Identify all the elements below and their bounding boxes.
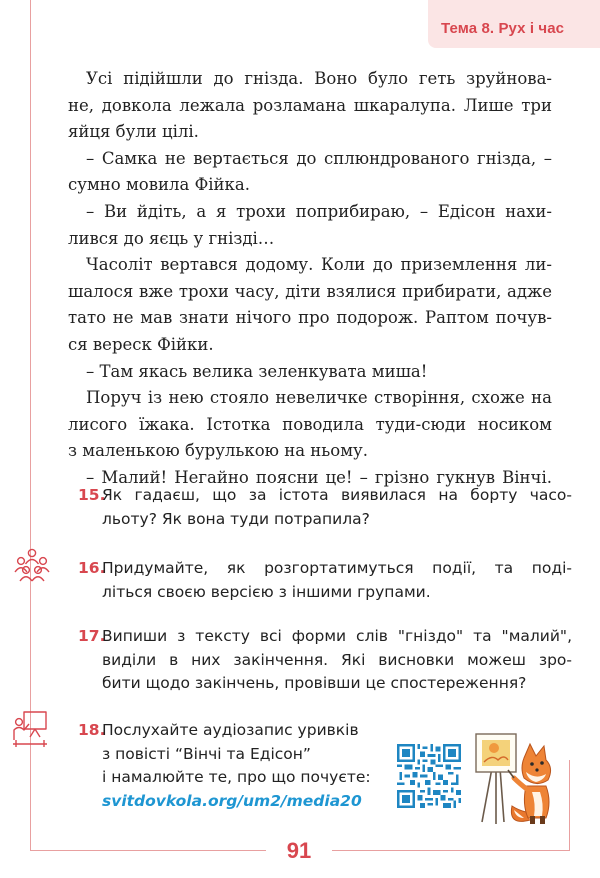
group-work-icon bbox=[13, 548, 51, 582]
task-line: бити щодо закінчень, провівши це спостереження? bbox=[102, 674, 527, 693]
story-line: Поруч із нею стояло невеличке створіння, схоже на bbox=[86, 388, 552, 408]
task-line: Послухайте аудіозапис уривків bbox=[102, 721, 359, 739]
task-number: 17. bbox=[78, 627, 106, 645]
story-line: – Самка не вертається до сплюндрованого гнізда, – bbox=[86, 148, 552, 168]
story-text bbox=[68, 66, 552, 492]
story-line: ся вереск Фійки. bbox=[68, 334, 214, 354]
task-line: з повісті “Вінчі та Едісон” bbox=[102, 744, 311, 763]
story-line: шалося вже трохи часу, діти взялися прибирати, адже bbox=[68, 281, 552, 301]
frame-line-top bbox=[30, 0, 31, 22]
story-line: Усі підійшли до гнізда. Воно було геть зруйнова- bbox=[86, 69, 552, 88]
task-line: виділи в них закінчення. Які висновки можеш зро- bbox=[102, 650, 572, 669]
task-line: літься своєю версією з іншими групами. bbox=[102, 582, 431, 601]
story-line: сумно мовила Фійка. bbox=[68, 175, 250, 195]
task-line: льоту? Як вона туди потрапила? bbox=[102, 509, 370, 528]
presentation-board-icon bbox=[13, 710, 49, 748]
frame-line-bottom-right bbox=[332, 850, 570, 851]
frame-line-bottom-left bbox=[30, 850, 266, 851]
task-line: Як гадаєш, що за істота виявилася на борту часо- bbox=[102, 486, 572, 504]
story-line: лився до яєць у гнізді… bbox=[68, 228, 275, 248]
fox-easel-illustration bbox=[470, 728, 566, 826]
story-line: лисого їжака. Істотка поводила туди-сюди носиком bbox=[68, 414, 552, 434]
page-number: 91 bbox=[286, 838, 312, 863]
task-number: 16. bbox=[78, 559, 106, 577]
story-line: – Малий! Негайно поясни це! – грізно гукнув Вінчі. bbox=[86, 467, 552, 487]
story-line: з маленькою бурулькою на ньому. bbox=[68, 441, 369, 461]
task-number: 18. bbox=[78, 721, 106, 739]
story-line: Часоліт вертався додому. Коли до приземлення ли- bbox=[86, 255, 552, 275]
task-line: Випиши з тексту всі форми слів "гніздо" та "малий", bbox=[102, 627, 572, 645]
story-line: не, довкола лежала розламана шкаралупа. Лише три bbox=[68, 95, 552, 115]
task-line: Придумайте, як розгортатимуться події, та поді- bbox=[102, 559, 572, 577]
story-line: – Там якась велика зеленкувата миша! bbox=[86, 361, 428, 381]
task-number: 15. bbox=[78, 486, 106, 504]
story-line: – Ви йдіть, а я трохи поприбираю, – Едісон нахи- bbox=[86, 201, 552, 221]
story-line: яйця були цілі. bbox=[68, 122, 199, 142]
task-line: і намалюйте те, про що почуєте: bbox=[102, 768, 371, 787]
audio-link[interactable]: svitdovkola.org/um2/media20 bbox=[102, 791, 362, 810]
qr-code[interactable] bbox=[397, 744, 461, 808]
theme-label: Тема 8. Рух і час bbox=[441, 20, 565, 37]
story-line: тато не мав знати нічого про подорож. Раптом почув- bbox=[68, 308, 552, 328]
